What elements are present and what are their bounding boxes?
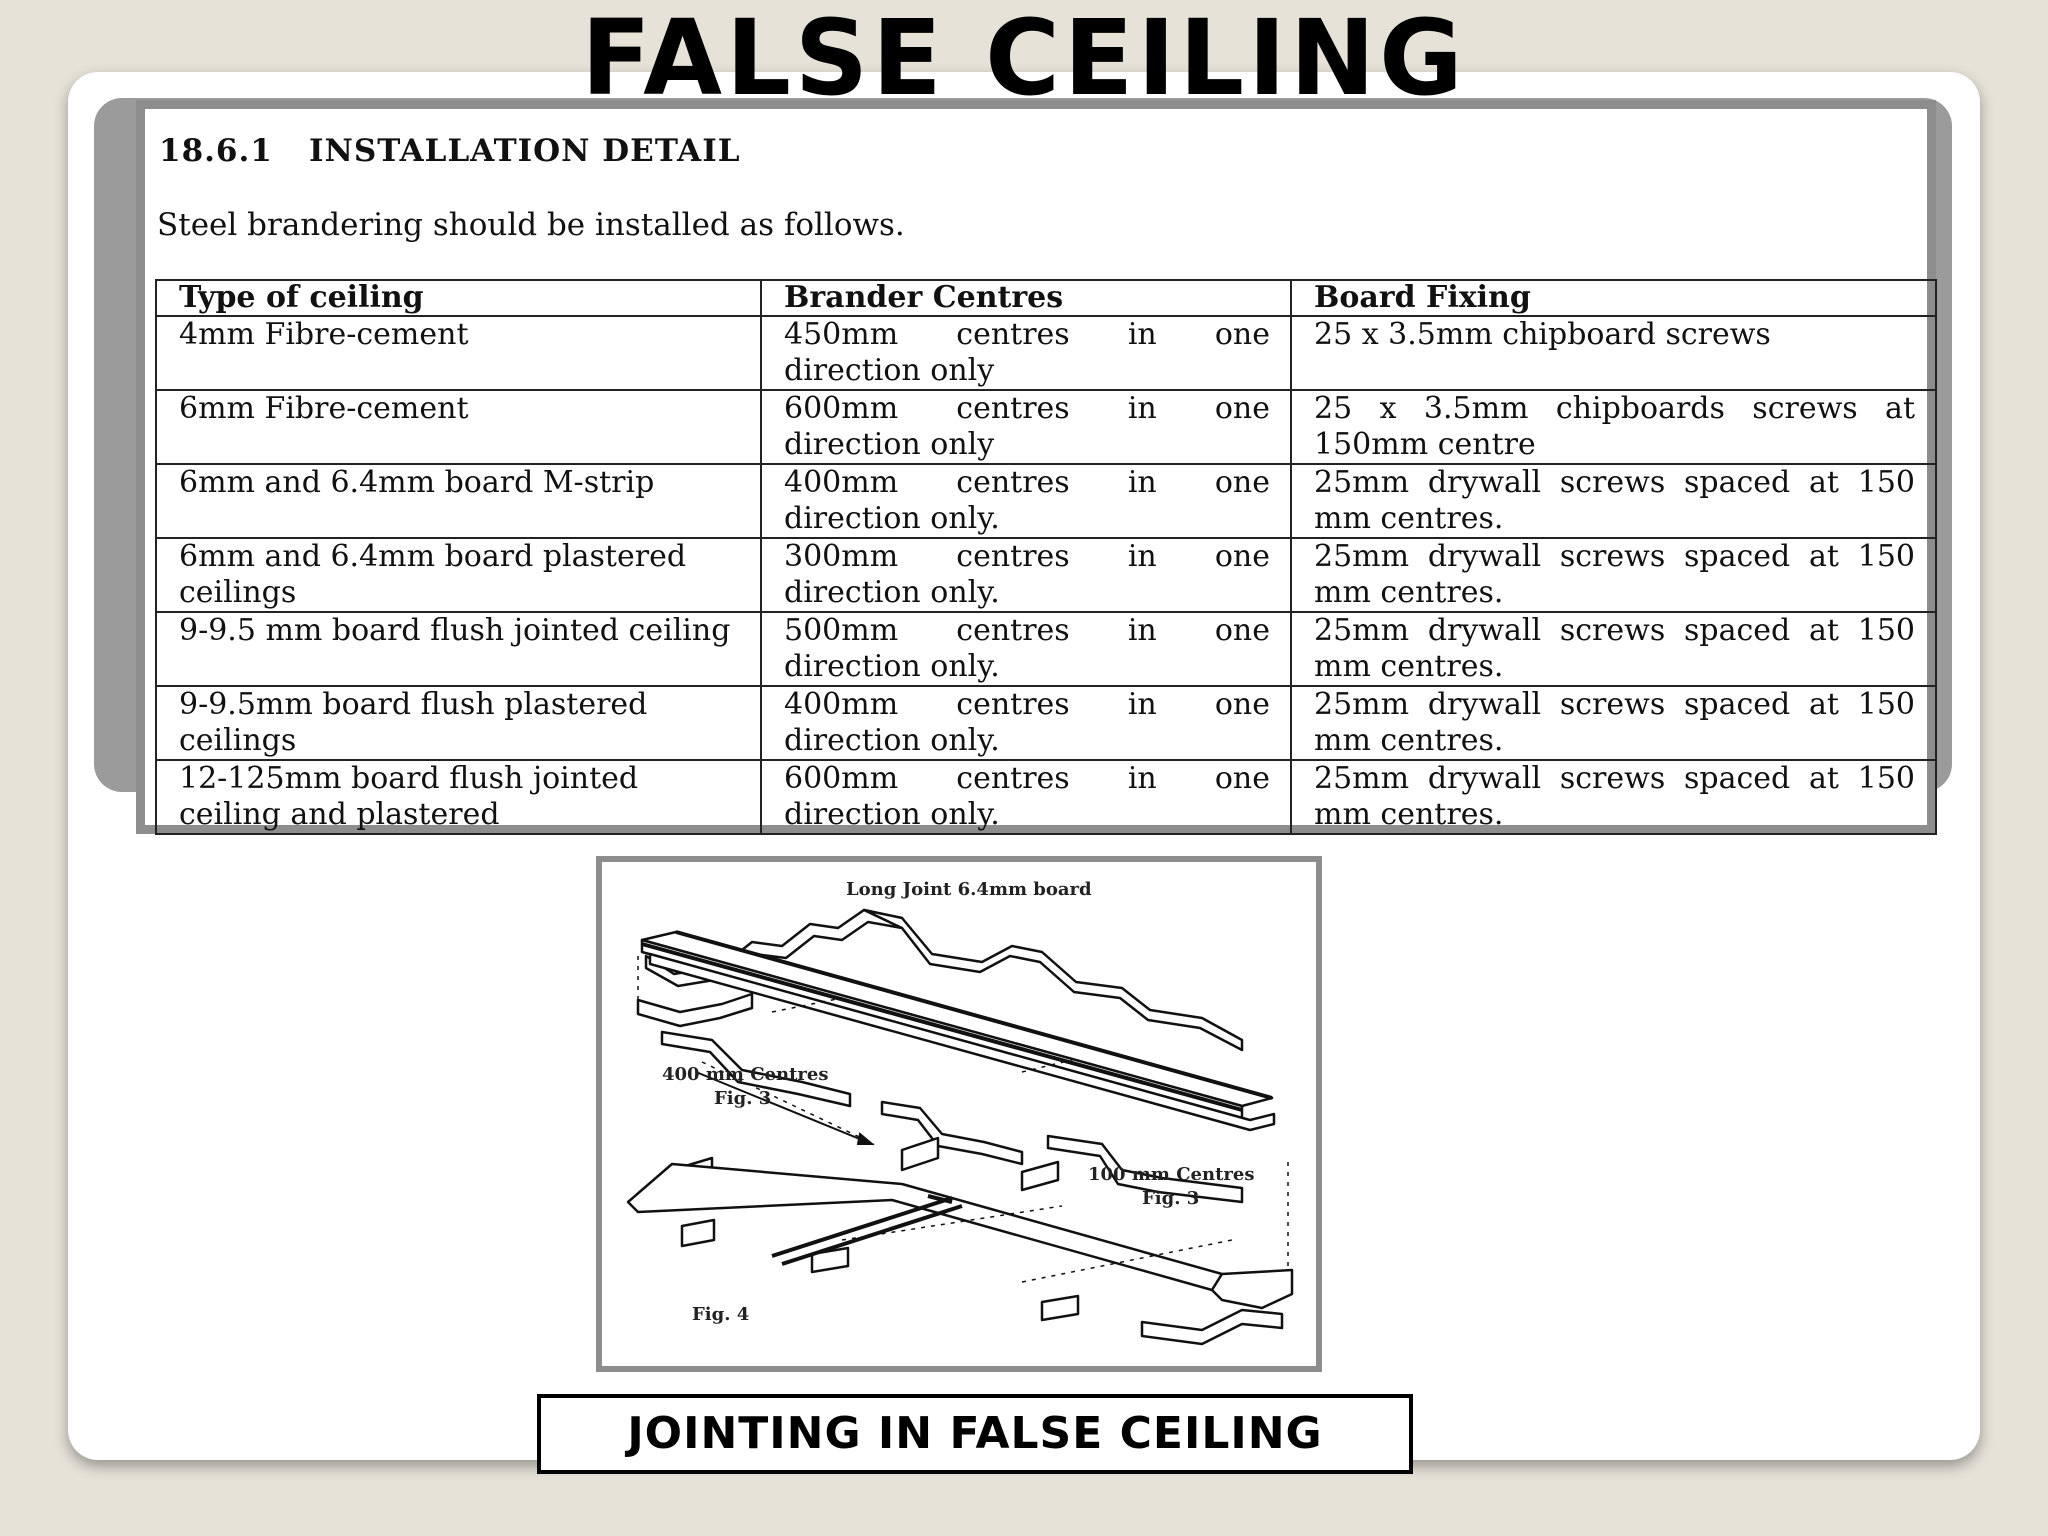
table-row	[156, 390, 1936, 464]
figure-top-label: Long Joint 6.4mm board	[846, 879, 1092, 900]
cell-board-fixing: 25mm drywall screws spaced at 150 mm centres.	[1291, 538, 1936, 612]
label-400-centres: 400 mm Centres	[662, 1064, 829, 1085]
cell-brander-centres: 400mm centres in one direction only.	[761, 464, 1291, 538]
jointing-diagram-svg	[602, 862, 1316, 1366]
cell-board-fixing: 25mm drywall screws spaced at 150 mm centres.	[1291, 464, 1936, 538]
cell-brander-centres: 600mm centres in one direction only.	[761, 760, 1291, 834]
slide-caption: JOINTING IN FALSE CEILING	[537, 1394, 1413, 1474]
cell-ceiling-type: 9-9.5 mm board flush jointed ceiling	[156, 612, 761, 686]
table-row	[156, 686, 1936, 760]
cell-ceiling-type: 12-125mm board flush jointed ceiling and plastered	[156, 760, 761, 834]
cell-brander-centres: 300mm centres in one direction only.	[761, 538, 1291, 612]
jointing-figure	[596, 856, 1322, 1372]
header-brander-centres: Brander Centres	[761, 280, 1291, 316]
label-fig4: Fig. 4	[692, 1304, 750, 1325]
section-heading	[159, 133, 741, 169]
cell-board-fixing: 25mm drywall screws spaced at 150 mm centres.	[1291, 760, 1936, 834]
slide-title: FALSE CEILING	[581, 0, 1467, 119]
table-row	[156, 538, 1936, 612]
table-header-row	[156, 280, 1936, 316]
intro-text: Steel brandering should be installed as follows.	[157, 207, 905, 243]
cell-brander-centres: 600mm centres in one direction only	[761, 390, 1291, 464]
cell-ceiling-type: 4mm Fibre-cement	[156, 316, 761, 390]
cell-brander-centres: 450mm centres in one direction only	[761, 316, 1291, 390]
cell-ceiling-type: 6mm and 6.4mm board plastered ceilings	[156, 538, 761, 612]
label-100-centres: 100 mm Centres	[1088, 1164, 1255, 1185]
cell-brander-centres: 500mm centres in one direction only.	[761, 612, 1291, 686]
label-400-fig: Fig. 3	[714, 1088, 772, 1109]
cell-ceiling-type: 9-9.5mm board flush plastered ceilings	[156, 686, 761, 760]
table-row	[156, 760, 1936, 834]
header-board-fixing: Board Fixing	[1291, 280, 1936, 316]
table-row	[156, 612, 1936, 686]
section-title: INSTALLATION DETAIL	[309, 133, 741, 169]
header-type-of-ceiling: Type of ceiling	[156, 280, 761, 316]
table-row	[156, 316, 1936, 390]
cell-ceiling-type: 6mm Fibre-cement	[156, 390, 761, 464]
cell-board-fixing: 25mm drywall screws spaced at 150 mm centres.	[1291, 612, 1936, 686]
label-100-fig: Fig. 3	[1142, 1188, 1200, 1209]
cell-brander-centres: 400mm centres in one direction only.	[761, 686, 1291, 760]
upper-assembly-drawing	[638, 910, 1274, 1202]
section-number: 18.6.1	[159, 133, 273, 169]
cell-board-fixing: 25mm drywall screws spaced at 150 mm centres.	[1291, 686, 1936, 760]
cell-board-fixing: 25 x 3.5mm chipboard screws	[1291, 316, 1936, 390]
document-excerpt	[136, 100, 1936, 834]
table-row	[156, 464, 1936, 538]
cell-board-fixing: 25 x 3.5mm chipboards screws at 150mm centre	[1291, 390, 1936, 464]
brandering-table	[155, 279, 1937, 835]
cell-ceiling-type: 6mm and 6.4mm board M-strip	[156, 464, 761, 538]
